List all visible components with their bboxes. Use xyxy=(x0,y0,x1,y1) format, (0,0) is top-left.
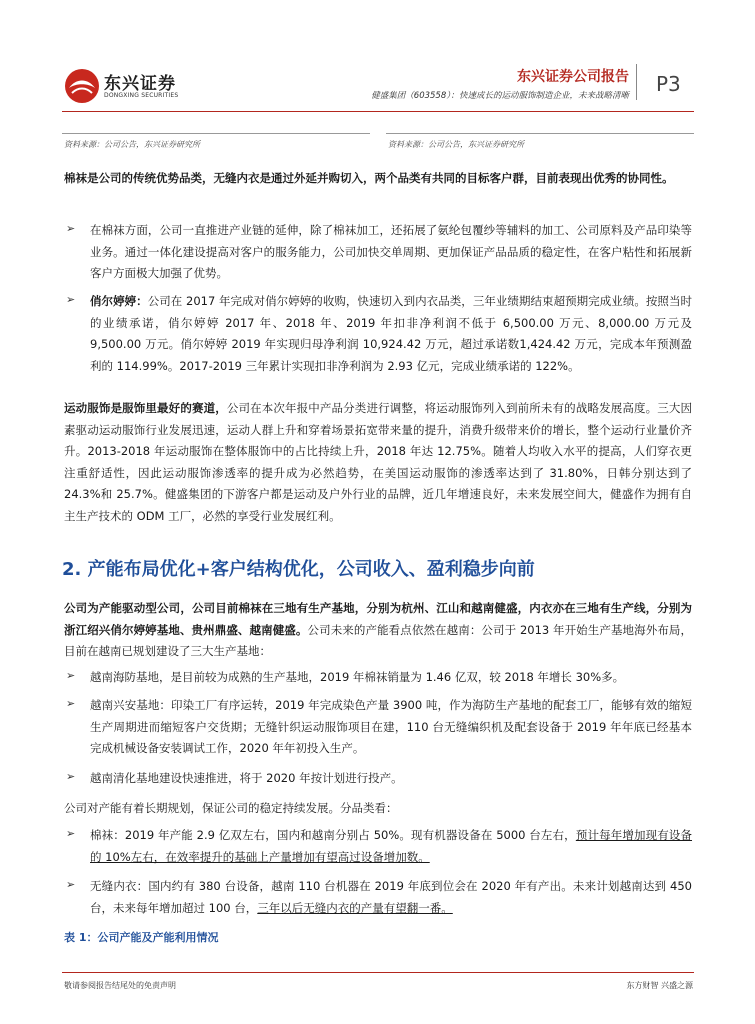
intro-paragraph: 棉袜是公司的传统优势品类，无缝内衣是通过外延并购切入，两个品类有共同的目标客户群，目前表现出优秀的协同性。 xyxy=(64,171,674,185)
bullet-arrow-icon: ➢ xyxy=(66,770,76,783)
logo-name: 东兴证券 xyxy=(104,74,176,94)
bullet-seamless-capacity xyxy=(90,876,692,919)
footer-rule xyxy=(62,972,694,973)
logo-emblem-icon xyxy=(62,66,102,106)
sports-text: 公司在本次年报中产品分类进行调整，将运动服饰列入到前所未有的战略发展高度。三大因素驱动运动服饰行业发展迅速，运动人群上升和穿着场景拓宽带来量的提升，消费升级带来价的增长，整个运动行业量价齐升。2013-2018 年运动服饰在整体服饰中的占比持续上升，2018 年达 12.75%。随着人均收入水平的提高，人们穿衣更注重舒适性，因此运动服饰渗透率的提升成为必然趋势，在美国运动服饰的渗透率达到了 31.80%，日韩分别达到了 24.3%和 25.7%。健盛集团的下游客户都是运动及户外行业的品牌，近几年增速良好，未来发展空间大，健盛作为拥有自主生产技术的 ODM 工厂，必然的享受行业发展红利。 xyxy=(64,401,693,523)
sports-paragraph xyxy=(64,398,692,527)
footer-disclaimer: 敬请参阅报告结尾处的免责声明 xyxy=(64,981,176,990)
table-title: 表 1：公司产能及产能利用情况 xyxy=(64,931,219,944)
header-divider xyxy=(636,64,637,100)
page-number: P3 xyxy=(656,72,681,96)
bullet-arrow-icon: ➢ xyxy=(66,878,76,891)
bullet-thanhhoa: 越南清化基地建设快速推进，将于 2020 年按计划进行投产。 xyxy=(90,771,403,785)
bullet-underlined: 预计每年增加现有设备的 10%左右，在效率提升的基础上产量增加有望高过设备增加数。 xyxy=(90,828,693,864)
bullet-arrow-icon: ➢ xyxy=(66,293,76,306)
source-note-right: 资料来源：公司公告，东兴证券研究所 xyxy=(388,140,524,149)
bullet-socks-chain: 在棉袜方面，公司一直推进产业链的延伸，除了棉袜加工，还拓展了氨纶包覆纱等辅料的加工、公司原料及产品印染等业务。通过一体化建设提高对客户的服务能力，公司加快交单周期、更加保证产品品质的稳定性，在客户粘性和拓展新客户方面极大加强了优势。 xyxy=(90,223,692,280)
source-rule-right xyxy=(386,133,694,134)
bullet-underlined: 三年以后无缝内衣的产量有望翻一番。 xyxy=(257,900,453,915)
bullet-text: 公司在 2017 年完成对俏尔婷婷的收购，快速切入到内衣品类，三年业绩期结束超预期完成业绩。按照当时的业绩承诺，俏尔婷婷 2017 年、2018 年、2019 年扣非净利润不低于 6,500.00 万元、8,000.00 万元及 9,500.00 万元。俏尔婷婷 2019 年实现归母净利润 10,924.42 万元，超过承诺数1,424.42 万元，完成本年预测盈利的 114.99%。2017-2019 三年累计实现扣非净利润为 2.93 亿元，完成业绩承诺的 122%。 xyxy=(90,294,693,373)
bullet-arrow-icon: ➢ xyxy=(66,697,76,710)
bullet-socks-capacity xyxy=(90,825,692,868)
report-subtitle: 健盛集团（603558）：快速成长的运动服饰制造企业，未来战略清晰 xyxy=(371,91,629,101)
section-title: 2. 产能布局优化+客户结构优化，公司收入、盈利稳步向前 xyxy=(62,559,535,580)
bullet-text: 无缝内衣：国内约有 380 台设备，越南 110 台机器在 2019 年底到位会在 2020 年有产出。未来计划越南达到 450 台，未来每年增加超过 100 台， xyxy=(90,879,692,915)
bullet-qiaoer xyxy=(90,291,692,377)
footer-slogan: 东方财智 兴盛之源 xyxy=(626,981,693,990)
plan-paragraph: 公司对产能有着长期规划，保证公司的稳定持续发展。分品类看： xyxy=(64,801,398,815)
bullet-hungyen: 越南兴安基地：印染工厂有序运转，2019 年完成染色产量 3900 吨，作为海防生产基地的配套工厂，能够有效的缩短生产周期进而缩短客户交货期；无缝针织运动服饰项目在建，110 台无缝编织机及配套设备于 2019 年年底已经基本完成机械设备安装调试工作，2020 年年初投入生产。 xyxy=(90,698,692,755)
bullet-arrow-icon: ➢ xyxy=(66,222,76,235)
capacity-paragraph xyxy=(64,598,692,663)
bullet-haiphong: 越南海防基地，是目前较为成熟的生产基地，2019 年棉袜销量为 1.46 亿双，较 2018 年增长 30%多。 xyxy=(90,670,625,684)
bullet-text: 棉袜：2019 年产能 2.9 亿双左右，国内和越南分别占 50%。现有机器设备在 5000 台左右， xyxy=(90,828,576,842)
source-note-left: 资料来源：公司公告，东兴证券研究所 xyxy=(64,140,200,149)
report-title: 东兴证券公司报告 xyxy=(517,69,629,85)
logo-english-name: DONGXING SECURITIES xyxy=(104,92,179,99)
header-rule xyxy=(62,111,694,112)
bullet-arrow-icon: ➢ xyxy=(66,669,76,682)
bullet-arrow-icon: ➢ xyxy=(66,827,76,840)
bullet-lead: 俏尔婷婷： xyxy=(90,294,148,308)
sports-lead: 运动服饰是服饰里最好的赛道， xyxy=(64,401,227,415)
capacity-lead: 公司为产能驱动型公司，公司目前棉袜在三地有生产基地，分别为杭州、江山和越南健盛，内衣亦在三地有生产线，分别为浙江绍兴俏尔婷婷基地、贵州鼎盛、越南健盛。 xyxy=(64,601,692,637)
capacity-text: 公司未来的产能看点依然在越南：公司于 2013 年开始生产基地海外布局，目前在越南已规划建设了三大生产基地： xyxy=(64,622,693,658)
source-rule-left xyxy=(62,133,370,134)
